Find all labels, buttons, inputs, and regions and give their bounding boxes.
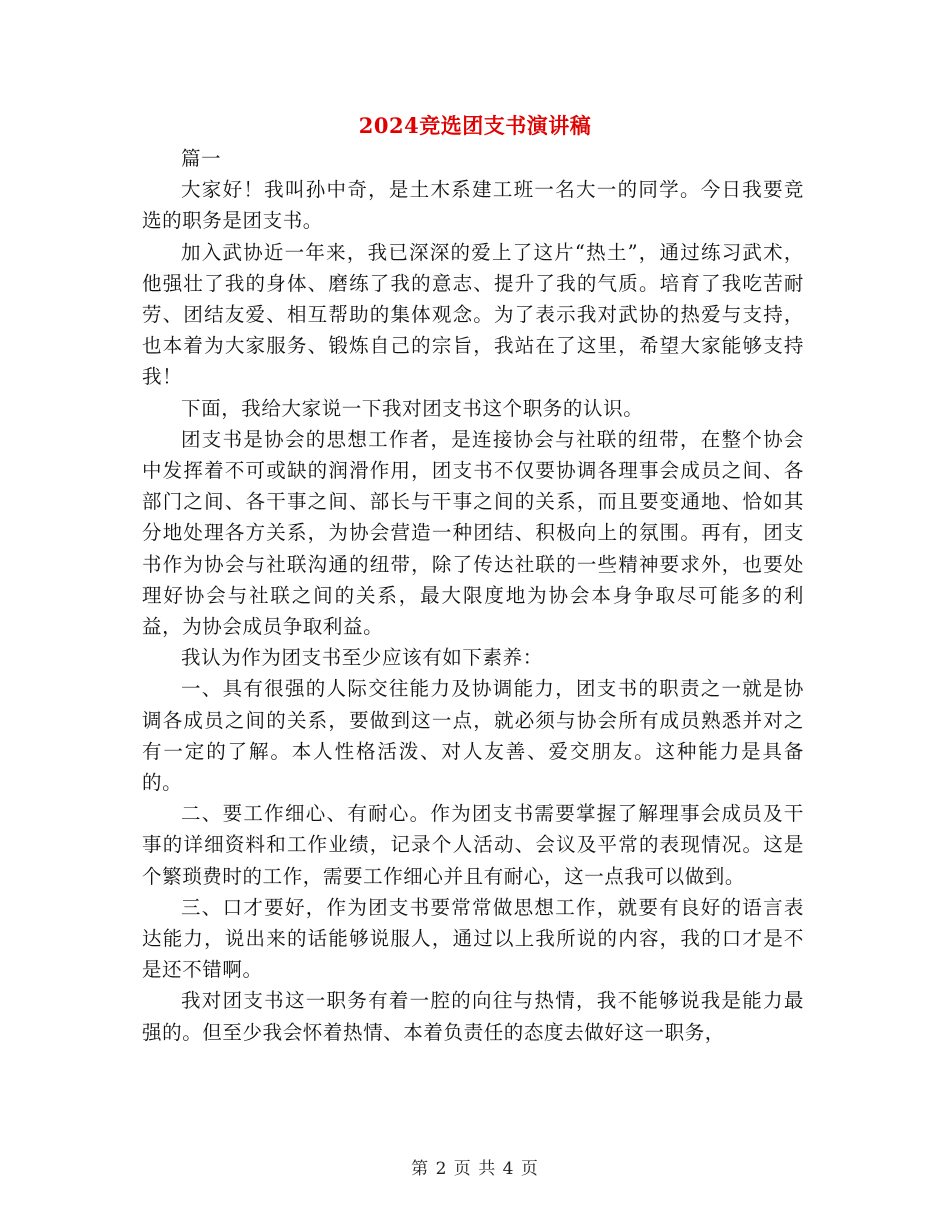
paragraph-role-description: 团支书是协会的思想工作者，是连接协会与社联的纽带，在整个协会中发挥着不可或缺的润滑作用，团支书不仅要协调各理事会成员之间、各部门之间、各干事之间、部长与干事之间的关系，而且要变通地、恰如其分地处理各方关系，为协会营造一种团结、积极向上的氛围。再有，团支书作为协会与社联沟通的纽带，除了传达社联的一些精神要求外，也要处理好协会与社联之间的关系，最大限度地为协会本身争取尽可能多的利益，为协会成员争取利益。 <box>142 427 804 639</box>
paragraph-qualities-intro: 我认为作为团支书至少应该有如下素养： <box>181 646 543 670</box>
paragraph-background: 加入武协近一年来，我已深深的爱上了这片“热土”，通过练习武术，他强壮了我的身体、磨练了我的意志、提升了我的气质。培育了我吃苦耐劳、团结友爱、相互帮助的集体观念。为了表示我对武协的热爱与支持，也本着为大家服务、锻炼自己的宗旨，我站在了这里，希望大家能够支持我！ <box>142 240 804 389</box>
document-title: 2024竞选团支书演讲稿 <box>358 113 592 138</box>
paragraph-greeting: 大家好！我叫孙中奇，是土木系建工班一名大一的同学。今日我要竞选的职务是团支书。 <box>142 178 804 233</box>
document-body <box>142 143 804 1048</box>
page-number-footer: 第 2 页 共 4 页 <box>411 1159 539 1179</box>
paragraph-intro-role: 下面，我给大家说一下我对团支书这个职务的认识。 <box>181 396 644 420</box>
paragraph-closing: 我对团支书这一职务有着一腔的向往与热情，我不能够说我是能力最强的。但至少我会怀着热情、本着负责任的态度去做好这一职务， <box>142 989 804 1044</box>
paragraph-quality-two: 二、要工作细心、有耐心。作为团支书需要掌握了解理事会成员及干事的详细资料和工作业绩，记录个人活动、会议及平常的表现情况。这是个繁琐费时的工作，需要工作细心并且有耐心，这一点我可以做到。 <box>142 802 804 888</box>
paragraph-quality-one: 一、具有很强的人际交往能力及协调能力，团支书的职责之一就是协调各成员之间的关系，要做到这一点，就必须与协会所有成员熟悉并对之有一定的了解。本人性格活泼、对人友善、爱交朋友。这种能力是具备的。 <box>142 677 804 795</box>
paragraph-section-label: 篇一 <box>181 147 222 170</box>
paragraph-quality-three: 三、口才要好，作为团支书要常常做思想工作，就要有良好的语言表达能力，说出来的话能够说服人，通过以上我所说的内容，我的口才是不是还不错啊。 <box>142 895 804 982</box>
